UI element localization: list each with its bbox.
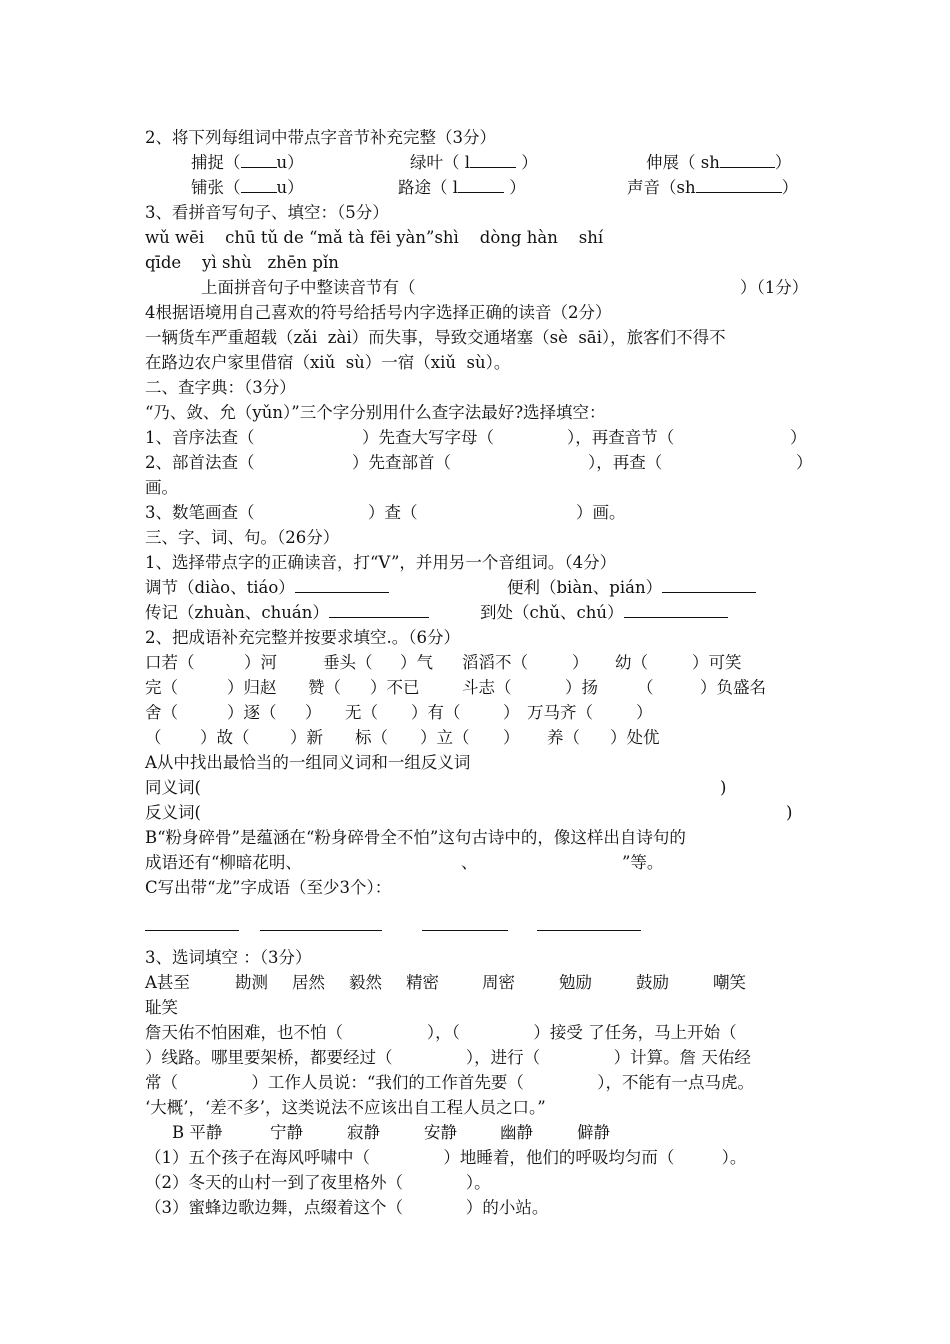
q3-pinyin-line2: qīde yì shù zhēn pǐn (145, 253, 339, 272)
q2-item-shenzhan: 伸展（ sh ） (646, 150, 791, 175)
s3-q1-a: 调节（diào、tiáo） (145, 575, 389, 600)
wordA-1: 勘测 (235, 973, 268, 992)
answer-line-3 (422, 930, 508, 931)
idiom-r4-6: 养（ (547, 728, 580, 747)
wordA-8: 嘲笑 (713, 973, 746, 992)
idiom-r2-7: ）负盛名 (700, 678, 766, 697)
q3-fill-end: ）（1分） (740, 278, 809, 297)
s3-q1-d: 到处（chǔ、chú） (480, 600, 728, 625)
wordA-5: 周密 (482, 973, 515, 992)
s2-r3-c: ）画。 (576, 503, 626, 522)
wordA-2: 居然 (292, 973, 325, 992)
q2-item-lutu: 路途（ l ） (398, 175, 526, 200)
s2-r2-d: ） (796, 453, 813, 472)
s2-r3-a: 3、数笔画查（ (145, 503, 255, 522)
s3-q3-text3: 常（ ）工作人员说：“我们的工作首先要（ ），不能有一点马虎。 (145, 1073, 755, 1092)
section2-title: 二、查字典：（3分） (145, 378, 296, 397)
q2-item-shengyin: 声音（sh ） (627, 175, 798, 200)
wordA-0: A甚至 (145, 973, 190, 992)
idiom-r2-4: 斗志（ (462, 678, 512, 697)
s3-q1-c: 传记（zhuàn、chuán） (145, 600, 429, 625)
s2-r2-b: ）先查部首（ (352, 453, 451, 472)
idiom-r4-0: （ (145, 728, 162, 747)
antonym-end: ) (786, 803, 793, 822)
idiom-r3-5: ） (503, 703, 520, 722)
q4-title: 4根据语境用自己喜欢的符号给括号内字选择正确的读音（2分） (145, 303, 612, 322)
section3-title: 三、字、词、句。（26分） (145, 528, 340, 547)
s3-q2-partB-line2c: ”等。 (622, 853, 664, 872)
wordB-5: 僻静 (577, 1123, 610, 1142)
s3-q3-b1: （1）五个孩子在海风呼啸中（ ）地睡着，他们的呼吸均匀而（ ）。 (145, 1148, 747, 1167)
wordA-7: 鼓励 (636, 973, 669, 992)
q2-item-puzhang: 铺张（ u） (191, 175, 304, 200)
s3-q1-b: 便利（biàn、pián） (507, 575, 756, 600)
idiom-r3-2: ） (305, 703, 322, 722)
q3-fill-label: 上面拼音句子中整读音节有（ (201, 278, 416, 297)
synonym-label: 同义词( (145, 778, 201, 797)
wordA-4: 精密 (406, 973, 439, 992)
idiom-r2-2: 赞（ (308, 678, 341, 697)
idiom-r1-0: 口若（ (145, 653, 195, 672)
idiom-r3-3: 无（ (345, 703, 378, 722)
idiom-r2-6: （ (637, 678, 654, 697)
idiom-r2-1: ）归赵 (227, 678, 277, 697)
idiom-r4-2: ）新 (290, 728, 323, 747)
idiom-r3-0: 舍（ (145, 703, 178, 722)
answer-line-4 (537, 930, 641, 931)
s3-q2-partC: C写出带“龙”字成语（至少3个）： (145, 878, 392, 897)
s3-q3-text4: ‘大概’，‘差不多’，这类说法不应该出自工程人员之口。” (145, 1098, 546, 1117)
antonym-label: 反义词( (145, 803, 201, 822)
s3-q2-partB-line1: B“粉身碎骨”是蕴涵在“粉身碎骨全不怕”这句古诗中的，像这样出自诗句的 (145, 828, 686, 847)
s2-r1-d: ） (790, 428, 807, 447)
idiom-r4-3: 标（ (355, 728, 388, 747)
wordB-1: 宁静 (270, 1123, 303, 1142)
idiom-r3-7: ） (636, 703, 653, 722)
s2-r2-cont: 画。 (145, 478, 178, 497)
idiom-r1-2: 垂头（ (323, 653, 373, 672)
answer-line-1 (145, 930, 239, 931)
s2-r2-c: ），再查（ (588, 453, 663, 472)
wordA-3: 毅然 (349, 973, 382, 992)
wordB-4: 幽静 (500, 1123, 533, 1142)
idiom-r1-3: ）气 (400, 653, 433, 672)
s3-q2-title: 2、把成语补充完整并按要求填空.。（6分） (145, 628, 460, 647)
section2-intro: “乃、敛、允（yǔn）”三个字分别用什么查字法最好?选择填空： (145, 403, 606, 422)
answer-line-2 (260, 930, 382, 931)
wordB-0: B 平静 (172, 1123, 223, 1142)
s2-r1-a: 1、音序法查（ (145, 428, 255, 447)
idiom-r1-6: 幼（ (615, 653, 648, 672)
idiom-r4-4: ）立（ (420, 728, 470, 747)
s3-q3-b3: （3）蜜蜂边歌边舞，点缀着这个（ ）的小站。 (145, 1198, 549, 1217)
s2-r1-c: ），再查音节（ (567, 428, 675, 447)
q3-title: 3、看拼音写句子、填空：（5分） (145, 203, 389, 222)
idiom-r3-6: 万马齐（ (527, 703, 593, 722)
s3-q2-partA: A从中找出最恰当的一组同义词和一组反义词 (145, 753, 471, 772)
idiom-r3-4: ）有（ (411, 703, 461, 722)
idiom-r2-0: 完（ (145, 678, 178, 697)
s2-r3-b: ）查（ (368, 503, 418, 522)
wordB-3: 安静 (424, 1123, 457, 1142)
s3-q2-partB-line2b: 、 (461, 853, 478, 872)
s3-q2-partB-line2a: 成语还有“柳暗花明、 (145, 853, 302, 872)
q2-item-buzhuo: 捕捉（ u） (191, 150, 304, 175)
q2-title: 2、将下列每组词中带点字音节补充完整（3分） (145, 128, 496, 147)
s2-r1-b: ）先查大写字母（ (362, 428, 494, 447)
synonym-end: ) (720, 778, 727, 797)
idiom-r4-7: ）处优 (610, 728, 660, 747)
q4-line1: 一辆货车严重超载（zǎi zài）而失事，导致交通堵塞（sè sāi），旅客们不得不 (145, 328, 726, 347)
s3-q3-title: 3、选词填空 ：（3分） (145, 948, 312, 967)
idiom-r3-1: ）逐（ (227, 703, 277, 722)
idiom-r2-5: ）扬 (565, 678, 598, 697)
idiom-r1-7: ）可笑 (692, 653, 742, 672)
idiom-r2-3: ）不已 (370, 678, 420, 697)
idiom-r1-1: ）河 (244, 653, 277, 672)
q3-pinyin-line1: wǔ wēi chū tǔ de “mǎ tà fēi yàn”shì dòng hàn shí (145, 228, 604, 247)
wordA-9: 耻笑 (145, 998, 178, 1017)
q2-item-lvye: 绿叶（ l ） (410, 150, 538, 175)
idiom-r1-5: ） (572, 653, 589, 672)
wordA-6: 勉励 (559, 973, 592, 992)
s3-q3-text1: 詹天佑不怕困难，也不怕（ ），（ ）接受 了任务，马上开始（ (145, 1023, 737, 1042)
q4-line2: 在路边农户家里借宿（xiǔ sù）一宿（xiǔ sù）。 (145, 353, 511, 372)
s3-q1-title: 1、选择带点字的正确读音，打“V”，并用另一个音组词。（4分） (145, 553, 617, 572)
idiom-r4-1: ）故（ (200, 728, 250, 747)
wordB-2: 寂静 (347, 1123, 380, 1142)
s3-q3-text2: ）线路。哪里要架桥，都要经过（ ），进行（ ）计算。詹 天佑经 (145, 1048, 751, 1067)
idiom-r1-4: 滔滔不（ (462, 653, 528, 672)
s3-q3-b2: （2）冬天的山村一到了夜里格外（ ）。 (145, 1173, 491, 1192)
s2-r2-a: 2、部首法查（ (145, 453, 255, 472)
idiom-r4-5: ） (503, 728, 520, 747)
